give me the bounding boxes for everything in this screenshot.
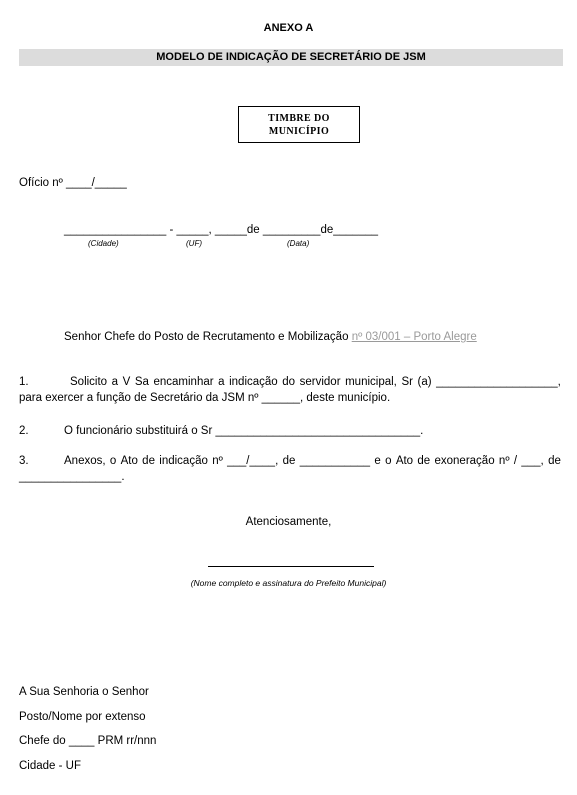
place-date-line: ________________ - _____, _____de _________de_______ [64,224,379,236]
addressee-text: Senhor Chefe do Posto de Recrutamento e Mobilização [64,331,349,343]
item1-word: Sa [134,376,149,388]
item3-number: 3. [19,455,29,467]
item1-word: encaminhar [153,376,214,388]
item3-word: nº [498,455,510,467]
item3-word: exoneração [434,455,495,467]
salutation: Atenciosamente, [245,516,332,528]
item1-word: Solicito [70,376,108,388]
item1-word: do [282,376,296,388]
model-title-bar: MODELO DE INDICAÇÃO DE SECRETÁRIO DE JSM [19,49,563,66]
item3-line1 [64,455,561,467]
signature-line [208,566,374,567]
item1-word: servidor [299,376,341,388]
item3-word: de [548,455,561,467]
addressee-line [64,331,477,343]
item1-line2: para exercer a função de Secretário da JSM nº ______, deste município. [19,392,391,404]
item1-word: ___________________, [436,376,561,388]
letterhead-line2: MUNICÍPIO [268,125,330,137]
item3-word: ___________ [299,455,371,467]
item3-word: indicação [159,455,208,467]
letterhead-line1: TIMBRE DO [268,112,330,124]
item1-word: Sr [401,376,413,388]
item3-word: Ato [395,455,414,467]
item1-word: V [122,376,131,388]
item1-word: municipal, [345,376,397,388]
item3-word: de [282,455,296,467]
item3-line2: ________________. [19,471,125,483]
item1-number: 1. [19,376,29,388]
office-number: Ofício nº ____/_____ [19,177,127,189]
city-caption: (Cidade) [88,239,119,248]
item1-word: (a) [417,376,432,388]
signature-caption: (Nome completo e assinatura do Prefeito Municipal) [190,578,387,588]
uf-caption: (UF) [186,239,202,248]
item3-word: ___/____, [227,455,279,467]
date-caption: (Data) [287,239,310,248]
item3-word: o [109,455,117,467]
addressee-link[interactable]: nº 03/001 – Porto Alegre [351,331,477,343]
item3-word: de [142,455,155,467]
recipient-line3: Chefe do ____ PRM rr/nnn [19,735,157,747]
recipient-line4: Cidade - UF [19,760,81,772]
recipient-line2: Posto/Nome por extenso [19,711,146,723]
item3-word: nº [212,455,223,467]
item3-word: o [385,455,392,467]
item1-word: indicação [229,376,278,388]
item1-line1 [70,376,561,388]
item3-word: Ato [120,455,138,467]
item3-word: ___, [521,455,544,467]
item3-word: e [374,455,381,467]
item3-word: Anexos, [64,455,106,467]
item2-text: O funcionário substituirá o Sr ________________________________. [64,425,424,437]
item2-number: 2. [19,425,29,437]
annex-title: ANEXO A [263,22,314,34]
item1-word: a [218,376,225,388]
recipient-line1: A Sua Senhoria o Senhor [19,686,149,698]
letterhead-box [238,106,360,143]
item1-word: a [111,376,119,388]
item3-word: de [417,455,431,467]
item3-word: / [513,455,518,467]
